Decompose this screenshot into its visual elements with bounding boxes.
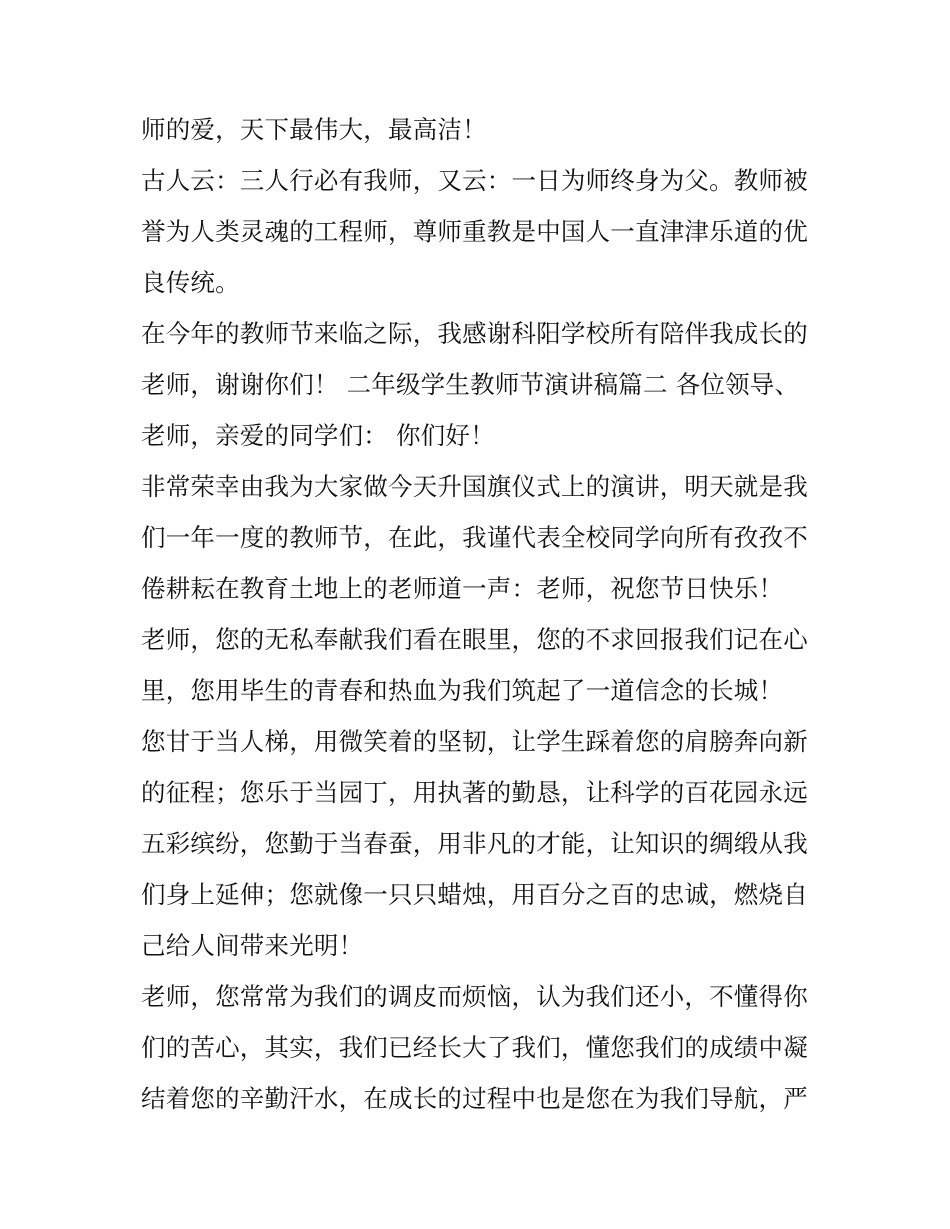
- text-line-15: 五彩缤纷，您勤于当春蚕，用非凡的才能，让知识的绸缎从我: [141, 829, 808, 858]
- text-line-7: 老师，亲爱的同学们： 你们好！: [141, 421, 495, 450]
- text-line-20: 结着您的辛勤汗水，在成长的过程中也是您在为我们导航，严: [141, 1084, 808, 1113]
- text-line-5: 在今年的教师节来临之际，我感谢科阳学校所有陪伴我成长的: [141, 319, 808, 348]
- text-line-2: 古人云：三人行必有我师，又云：一日为师终身为父。教师被: [141, 166, 808, 195]
- text-line-18: 老师，您常常为我们的调皮而烦恼，认为我们还小，不懂得你: [141, 982, 808, 1011]
- text-line-8: 非常荣幸由我为大家做今天升国旗仪式上的演讲，明天就是我: [141, 472, 808, 501]
- text-line-1: 师的爱，天下最伟大，最高洁！: [141, 115, 487, 144]
- text-line-17: 己给人间带来光明！: [141, 931, 364, 960]
- text-line-19: 们的苦心，其实，我们已经长大了我们，懂您我们的成绩中凝: [141, 1033, 808, 1062]
- text-line-11: 老师，您的无私奉献我们看在眼里，您的不求回报我们记在心: [141, 625, 808, 654]
- text-line-4: 良传统。: [141, 268, 240, 297]
- text-line-12: 里，您用毕生的青春和热血为我们筑起了一道信念的长城！: [141, 676, 784, 705]
- text-line-13: 您甘于当人梯，用微笑着的坚韧，让学生踩着您的肩膀奔向新: [141, 727, 808, 756]
- text-line-16: 们身上延伸；您就像一只只蜡烛，用百分之百的忠诚，燃烧自: [141, 880, 808, 909]
- text-line-3: 誉为人类灵魂的工程师，尊师重教是中国人一直津津乐道的优: [141, 217, 808, 246]
- text-line-14: 的征程；您乐于当园丁，用执著的勤恳，让科学的百花园永远: [141, 778, 808, 807]
- speech-text: [141, 104, 821, 1124]
- text-line-9: 们一年一度的教师节，在此，我谨代表全校同学向所有孜孜不: [141, 523, 808, 552]
- text-line-6: 老师，谢谢你们！ 二年级学生教师节演讲稿篇二 各位领导、: [141, 370, 800, 399]
- text-line-10: 倦耕耘在教育土地上的老师道一声：老师，祝您节日快乐！: [141, 574, 784, 603]
